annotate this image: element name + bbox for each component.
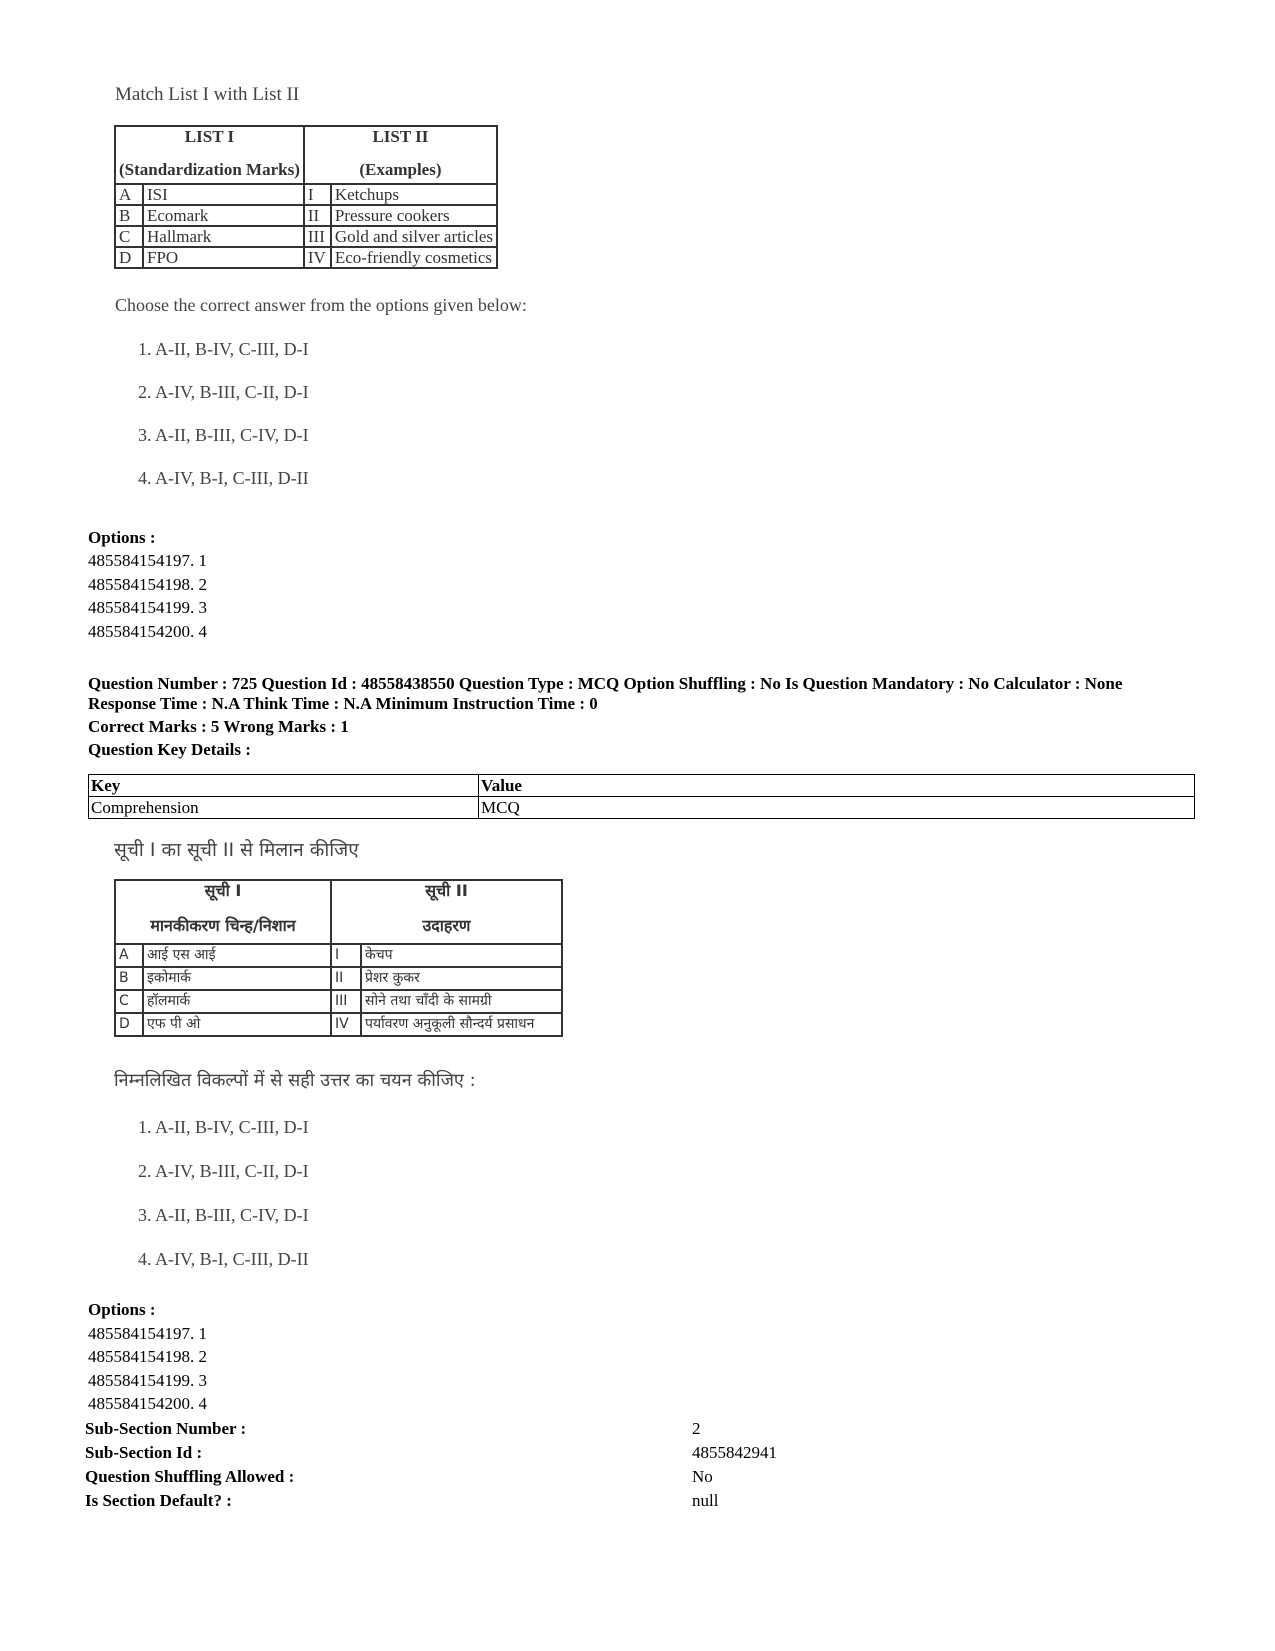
key-header: Key <box>89 775 479 797</box>
choose-instruction-en: Choose the correct answer from the options given below: <box>115 295 527 315</box>
question-marks: Correct Marks : 5 Wrong Marks : 1 <box>88 717 349 736</box>
option-item: 485584154197. 1 <box>88 1324 207 1343</box>
question-intro-hi: सूची I का सूची II से मिलान कीजिए <box>114 839 359 861</box>
choice-item: 2. A-IV, B-III, C-II, D-I <box>138 382 309 402</box>
option-item: 485584154199. 3 <box>88 598 207 617</box>
choose-instruction-hi: निम्नलिखित विकल्पों में से सही उत्तर का चयन कीजिए : <box>114 1070 476 1091</box>
subsection-id-label: Sub-Section Id : <box>85 1443 203 1462</box>
table-row: D एफ पी ओ IV पर्यावरण अनुकूली सौन्दर्य प्रसाधन <box>115 1013 562 1036</box>
table-row: C Hallmark III Gold and silver articles <box>115 226 497 247</box>
subsection-number-label: Sub-Section Number : <box>85 1419 247 1438</box>
section-default-value: null <box>692 1491 719 1510</box>
table-row <box>89 797 1195 819</box>
question-intro-en: Match List I with List II <box>115 84 300 105</box>
choice-item: 3. A-II, B-III, C-IV, D-I <box>138 425 309 445</box>
subsection-id-value: 4855842941 <box>692 1443 777 1462</box>
question-shuffling-value: No <box>692 1467 713 1486</box>
option-item: 485584154197. 1 <box>88 551 207 570</box>
match-table-hi <box>114 879 563 1037</box>
option-item: 485584154198. 2 <box>88 1347 207 1366</box>
table-row: B Ecomark II Pressure cookers <box>115 205 497 226</box>
choice-item: 1. A-II, B-IV, C-III, D-I <box>138 339 309 359</box>
choice-item: 2. A-IV, B-III, C-II, D-I <box>138 1161 309 1181</box>
table-row: D FPO IV Eco-friendly cosmetics <box>115 247 497 268</box>
question-meta-line1: Question Number : 725 Question Id : 48558438550 Question Type : MCQ Option Shuffling : No Is Question Mandatory : No Calculator : None <box>88 674 1123 693</box>
option-item: 485584154200. 4 <box>88 1394 207 1413</box>
value-cell: MCQ <box>479 797 1195 819</box>
options-label: Options : <box>88 1300 156 1319</box>
list1-header: सूची I मानकीकरण चिन्ह/निशान <box>115 880 331 944</box>
section-default-label: Is Section Default? : <box>85 1491 232 1510</box>
options-label: Options : <box>88 528 156 547</box>
question-meta-line2: Response Time : N.A Think Time : N.A Minimum Instruction Time : 0 <box>88 694 598 713</box>
match-table-en <box>114 125 498 269</box>
table-row: A आई एस आई I केचप <box>115 944 562 967</box>
choice-item: 4. A-IV, B-I, C-III, D-II <box>138 1249 309 1269</box>
choice-item: 1. A-II, B-IV, C-III, D-I <box>138 1117 309 1137</box>
table-row: C हॉलमार्क III सोने तथा चाँदी के सामग्री <box>115 990 562 1013</box>
option-item: 485584154200. 4 <box>88 622 207 641</box>
list2-header: सूची II उदाहरण <box>331 880 562 944</box>
option-item: 485584154199. 3 <box>88 1371 207 1390</box>
option-item: 485584154198. 2 <box>88 575 207 594</box>
list1-header: LIST I (Standardization Marks) <box>115 126 304 184</box>
subsection-number-value: 2 <box>692 1419 701 1438</box>
question-shuffling-label: Question Shuffling Allowed : <box>85 1467 295 1486</box>
question-key-details-label: Question Key Details : <box>88 740 251 759</box>
table-header-row <box>89 775 1195 797</box>
table-row: A ISI I Ketchups <box>115 184 497 205</box>
choice-item: 4. A-IV, B-I, C-III, D-II <box>138 468 309 488</box>
list2-header: LIST II (Examples) <box>304 126 497 184</box>
value-header: Value <box>479 775 1195 797</box>
key-cell: Comprehension <box>89 797 479 819</box>
key-value-table <box>88 774 1195 819</box>
table-row: B इकोमार्क II प्रेशर कुकर <box>115 967 562 990</box>
choice-item: 3. A-II, B-III, C-IV, D-I <box>138 1205 309 1225</box>
